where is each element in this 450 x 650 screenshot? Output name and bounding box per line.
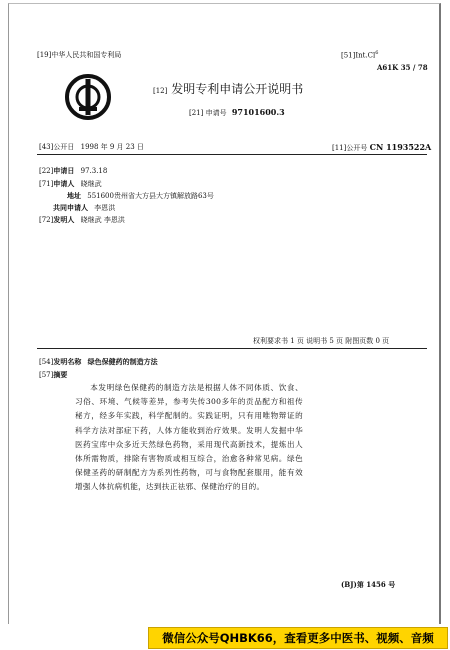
filing-value: 97.3.18 [80,167,108,175]
code-51: [51] [341,51,356,60]
filing-date-line [39,166,107,176]
abstract-heading [39,370,67,380]
ipc-class: A61K 35 / 78 [377,63,428,72]
pubdate-label: 公开日 [53,143,75,151]
patent-office-emblem-icon [65,74,111,120]
code-21: [21] [189,109,204,117]
code-22: [22] [39,167,54,175]
appno-value: 97101600.3 [231,107,285,117]
abstract-label: 摘要 [53,370,68,379]
filing-label: 申请日 [53,166,75,175]
code-19: [19] [37,51,52,59]
inventor-value: 晓继武 李恩洪 [80,216,125,224]
page-count-info: 权利要求书 1 页 说明书 5 页 附图页数 0 页 [253,337,390,345]
country-line [37,50,121,60]
code-11: [11] [332,144,347,152]
code-43: [43] [39,143,54,151]
patent-page [8,3,441,624]
applicant-line [39,179,102,189]
appno-label: 申请号 [205,109,227,117]
watermark-banner: 微信公众号QHBK66，查看更多中医书、视频、音频 [148,627,448,649]
invention-name-label: 发明名称 [53,357,82,366]
co-applicant-value: 李恩洪 [94,204,116,212]
code-54: [54] [39,358,54,366]
application-number-line [189,107,285,118]
divider-top [37,154,427,155]
co-applicant-line [53,203,115,213]
country-office: 中华人民共和国专利局 [51,51,122,59]
inventor-line [39,215,125,225]
code-71: [71] [39,180,54,188]
pubno-value: CN 1193522A [369,142,432,152]
code-57: [57] [39,371,54,379]
pubno-label: 公开号 [346,144,368,152]
footer-code: (BJ)第 1456 号 [341,580,396,589]
code-72: [72] [39,216,54,224]
address-line [67,191,214,201]
document-title-line [153,80,303,97]
invention-name-value: 绿色保健药的制造方法 [87,357,158,366]
address-value: 551600贵州省大方县大方镇解放路63号 [87,192,214,200]
publication-number-line [332,142,431,153]
address-label: 地址 [67,191,81,200]
abstract-text [75,381,303,495]
code-12: [12] [153,87,168,95]
document-title: 发明专利申请公开说明书 [171,82,304,96]
publication-date-line [39,142,144,152]
invention-title-line [39,357,158,367]
intcl-sup: 6 [375,50,379,56]
divider-middle [37,348,427,349]
applicant-label: 申请人 [53,179,75,188]
abstract-body: 本发明绿色保健药的制造方法是根据人体不同体质、饮食、习俗、环境、气候等差异，参考失传300多年的贡品配方和祖传秘方，经多年实践，科学配制的。实践证明，只有用唯物辩证的科学方法对部症下药，人体方能收到治疗效果。发明人发掘中华医药宝库中众多近天然绿色药物，采用现代高新技术，提炼出人体所需物质，排除有害物质或相互综合，治愈各种常见病。绿色保健圣药的研制配方为系列性药物，可与食物配套服用，能有效增强人体抗病机能，达到扶正祛邪、保健治疗的目的。 [75,383,303,492]
intcl-label: Int.Cl [355,51,376,60]
inventor-label: 发明人 [53,215,75,224]
co-applicant-label: 共同申请人 [53,203,88,212]
pubdate-value: 1998 年 9 月 23 日 [80,143,144,151]
applicant-value: 晓继武 [80,180,102,188]
intcl-line [341,50,378,59]
